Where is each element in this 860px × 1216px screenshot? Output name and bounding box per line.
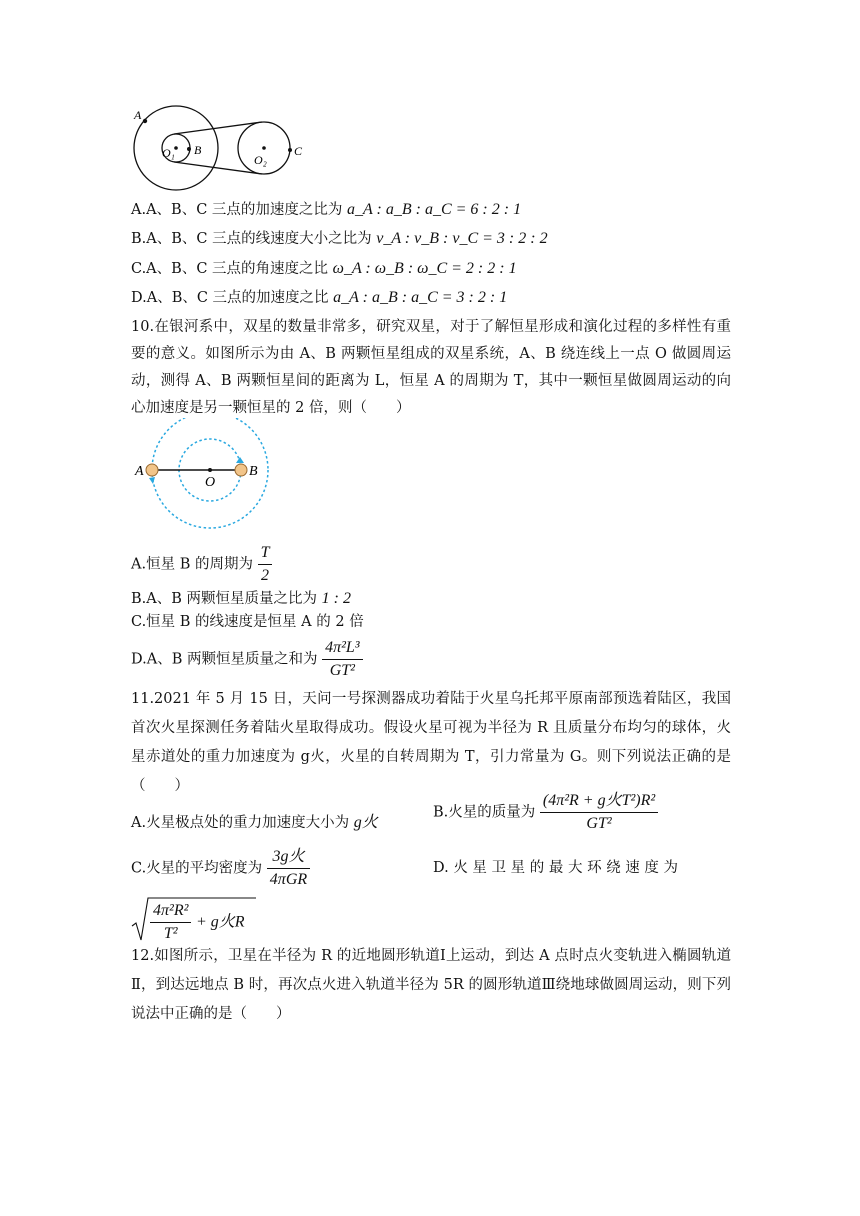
- fraction: [258, 542, 273, 587]
- q9-option-a: [131, 199, 521, 221]
- q10-option-a: [131, 542, 272, 587]
- numerator: 3g火: [267, 846, 310, 869]
- option-math: v_A : v_B : v_C = 3 : 2 : 2: [376, 230, 548, 247]
- q11-stem: 11.2021 年 5 月 15 日，天问一号探测器成功着陆于火星乌托邦平原南部预选着陆区，我国首次火星探测任务着陆火星取得成功。假设火星可视为半径为 R 且质量分布均匀的球体，火星赤道处的重力加速度为 g火，火星的自转周期为 T，引力常量为 G。则下列说法正确的是（ ）: [131, 691, 731, 794]
- denominator: GT²: [329, 662, 355, 679]
- q10-option-b: [131, 588, 351, 610]
- option-text: C.火星的平均密度为: [131, 860, 263, 877]
- fraction: [150, 900, 191, 945]
- fraction: [540, 790, 658, 835]
- q11-option-b: [433, 790, 658, 835]
- denominator: GT²: [586, 815, 612, 832]
- q9-option-d: [131, 287, 507, 309]
- q10-stem: 10.在银河系中，双星的数量非常多，研究双星，对于了解恒星形成和演化过程的多样性有重要的意义。如图所示为由 A、B 两颗恒星组成的双星系统，A、B 绕连线上一点 O 做圆周运动，测得 A、B 两颗恒星间的距离为 L，恒星 A 的周期为 T，其中一颗恒星做圆周运动的向心加速度是另一颗恒星的 2 倍，则（ ）: [131, 319, 731, 416]
- option-text: D.A、B、C 三点的加速度之比: [131, 290, 329, 306]
- sqrt-tail: + g火R: [196, 913, 245, 931]
- option-text: B.A、B 两颗恒星质量之比为: [131, 591, 317, 607]
- option-math: 1 : 2: [321, 590, 351, 607]
- option-text: C.A、B、C 三点的角速度之比: [131, 261, 329, 277]
- q12-stem: 12.如图所示，卫星在半径为 R 的近地圆形轨道Ⅰ上运动，到达 A 点时点火变轨进入椭圆轨道Ⅱ，到达远地点 B 时，再次点火进入轨道半径为 5R 的圆形轨道Ⅲ绕地球做圆周运动，则下列说法中正确的是（ ）: [131, 948, 731, 1022]
- option-text: B.A、B、C 三点的线速度大小之比为: [131, 231, 372, 247]
- option-math: ω_A : ω_B : ω_C = 2 : 2 : 1: [332, 260, 517, 277]
- q9-option-c: [131, 258, 517, 280]
- option-text: D. 火 星 卫 星 的 最 大 环 绕 速 度 为: [433, 860, 679, 876]
- label-O2: O₂: [254, 153, 267, 167]
- binary-star-figure: [130, 418, 280, 536]
- option-text: D.A、B 两颗恒星质量之和为: [131, 651, 318, 668]
- label-B: B: [249, 464, 258, 479]
- option-text: A.火星极点处的重力加速度大小为: [131, 815, 350, 831]
- option-text: B.火星的质量为: [433, 804, 536, 821]
- numerator: 4π²R²: [150, 900, 191, 923]
- option-text: A.恒星 B 的周期为: [131, 556, 253, 573]
- q10-option-d: [131, 637, 363, 682]
- q11-option-c: [131, 846, 310, 891]
- numerator: (4π²R + g火T²)R²: [540, 790, 658, 813]
- denominator: 4πGR: [269, 871, 308, 888]
- option-text: C.恒星 B 的线速度是恒星 A 的 2 倍: [131, 614, 364, 630]
- q9-option-b: [131, 228, 548, 250]
- pulley-figure: [128, 100, 308, 196]
- denominator: T²: [163, 925, 178, 942]
- option-math: g火: [353, 814, 378, 831]
- numerator: 4π²L³: [322, 637, 363, 660]
- q10-option-c: [131, 611, 364, 633]
- q11-option-a: [131, 812, 378, 834]
- label-B: B: [194, 143, 202, 157]
- label-A: A: [135, 464, 144, 479]
- q11-option-d: [433, 857, 731, 879]
- label-O: O: [205, 475, 216, 490]
- denominator: 2: [261, 567, 270, 584]
- fraction: [322, 637, 363, 682]
- label-C: C: [294, 144, 303, 158]
- fraction: [267, 846, 310, 891]
- numerator: T: [258, 542, 273, 565]
- label-A: A: [134, 108, 142, 122]
- label-O1: O₁: [162, 146, 175, 160]
- option-math: a_A : a_B : a_C = 6 : 2 : 1: [347, 201, 522, 218]
- option-math: a_A : a_B : a_C = 3 : 2 : 1: [333, 289, 508, 306]
- option-text: A.A、B、C 三点的加速度之比为: [131, 202, 343, 218]
